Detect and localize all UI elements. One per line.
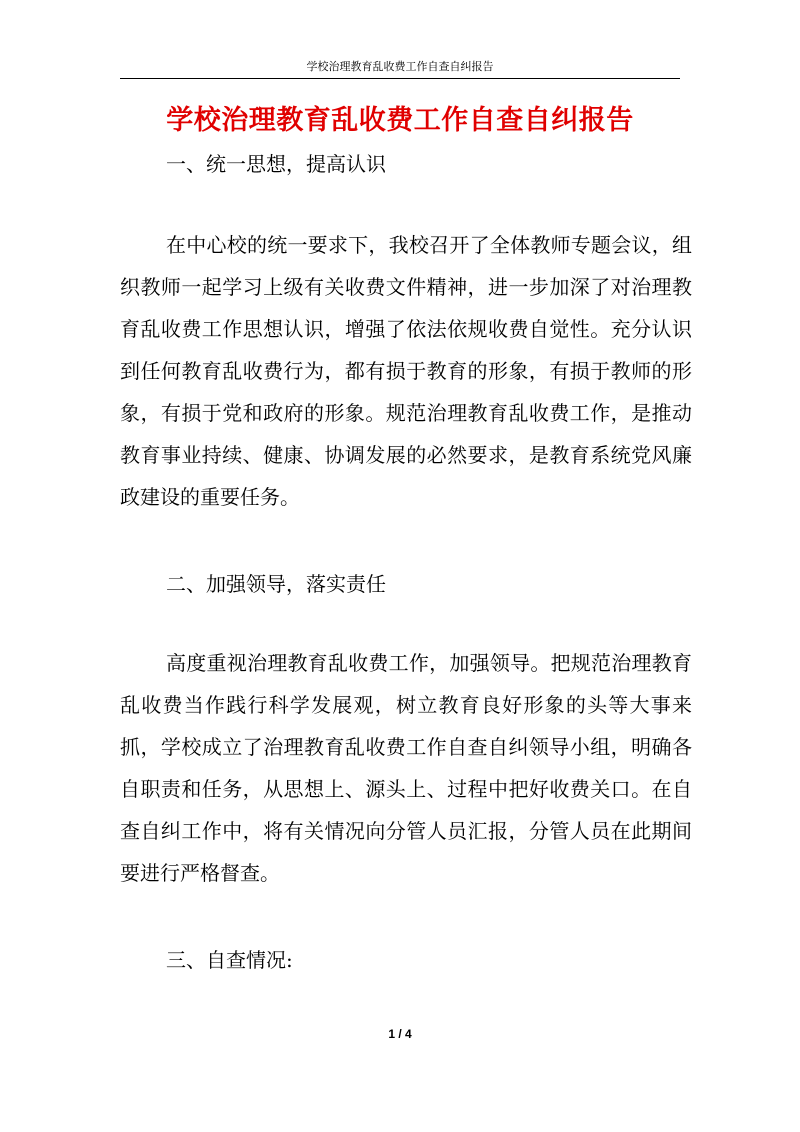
section-heading-2: 二、加强领导，落实责任 [166, 572, 386, 596]
section-paragraph-1: 在中心校的统一要求下，我校召开了全体教师专题会议，组织教师一起学习上级有关收费文件精神，进一步加深了对治理教育乱收费工作思想认识，增强了依法依规收费自觉性。充分认识到任何教育乱收费行为，都有损于教育的形象，有损于教师的形象，有损于党和政府的形象。规范治理教育乱收费工作，是推动教育事业持续、健康、协调发展的必然要求，是教育系统党风廉政建设的重要任务。 [120, 233, 692, 509]
header-divider [120, 78, 680, 79]
section-paragraph-2: 高度重视治理教育乱收费工作，加强领导。把规范治理教育乱收费当作践行科学发展观，树立教育良好形象的头等大事来抓，学校成立了治理教育乱收费工作自查自纠领导小组，明确各自职责和任务，从思想上、源头上、过程中把好收费关口。在自查自纠工作中，将有关情况向分管人员汇报，分管人员在此期间要进行严格督查。 [120, 651, 692, 885]
running-header: 学校治理教育乱收费工作自查自纠报告 [306, 60, 494, 73]
document-title: 学校治理教育乱收费工作自查自纠报告 [166, 105, 634, 136]
section-heading-3: 三、自查情况: [166, 948, 293, 972]
page-indicator: 1 / 4 [388, 1027, 412, 1041]
section-heading-1: 一、统一思想，提高认识 [166, 152, 386, 176]
